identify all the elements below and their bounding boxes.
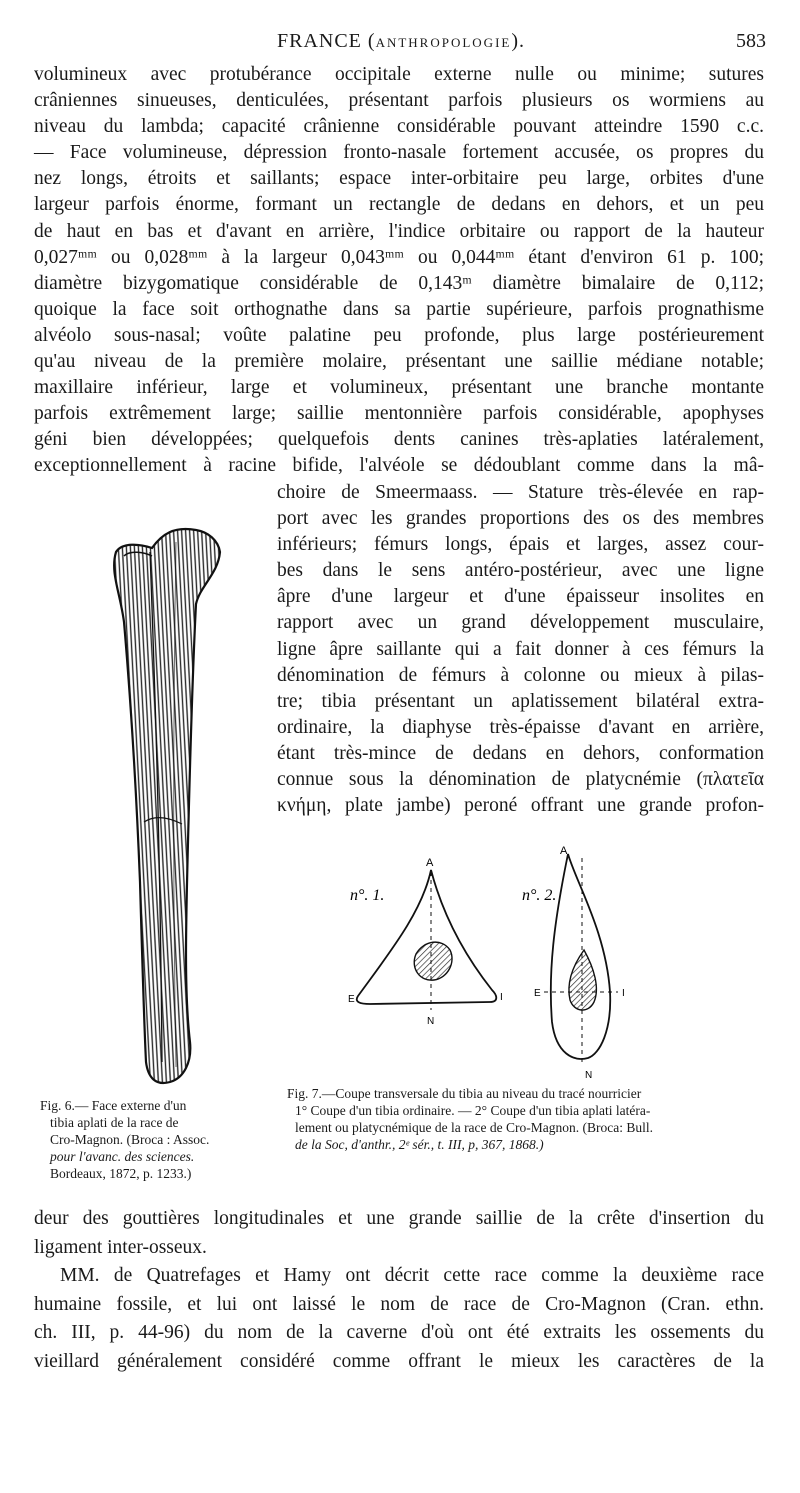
text-line: 0,027ᵐᵐ ou 0,028ᵐᵐ à la largeur 0,043ᵐᵐ ou 0,044ᵐᵐ étant d'environ 61 p. 100; [34, 246, 764, 268]
section-1-label: n°. 1. [350, 887, 385, 904]
point-n-label: N [585, 1070, 593, 1081]
caption-line: tibia aplati de la race de [50, 1115, 179, 1130]
text-line: κνήμη, plate jambe) peroné offrant une grande profon- [277, 795, 764, 817]
text-line: humaine fossile, et lui ont laissé le nom de race de Cro-Magnon (Cran. ethn. [34, 1293, 764, 1315]
caption-line: 1° Coupe d'un tibia ordinaire. — 2° Coupe d'un tibia aplati latéra- [295, 1103, 651, 1118]
text-line: port avec les grandes proportions des os des membres [277, 508, 764, 530]
caption-line: Cro-Magnon. (Broca : Assoc. [50, 1132, 210, 1147]
text-line: dénomination de fémurs à colonne ou mieux à pilas- [277, 664, 764, 686]
figure-7-caption [287, 1085, 767, 1153]
text-line: bes dans le sens antéro-postérieur, avec une ligne [277, 560, 764, 582]
text-line: crâniennes sinueuses, denticulées, présentant parfois plusieurs os wormiens au [34, 90, 764, 112]
point-e-label: E [534, 988, 541, 999]
text-line: géni bien développées; quelquefois dents canines très-aplaties latéralement, [34, 429, 764, 451]
caption-line: de la Soc, d'anthr., 2ᵉ sér., t. III, p, 367, 1868.) [295, 1137, 544, 1152]
text-line: volumineux avec protubérance occipitale externe nulle ou minime; sutures [34, 64, 764, 85]
text-line: âpre d'une largeur et d'une épaisseur insolites en [277, 586, 764, 608]
text-line: alvéolo sous-nasal; voûte palatine peu profonde, plus large postérieurement [34, 324, 764, 346]
text-line: tre; tibia présentant un aplatissement bilatéral extra- [277, 690, 764, 712]
text-line: nez longs, étroits et saillants; espace inter-orbitaire peu large, orbites d'une [34, 168, 764, 190]
text-line: deur des gouttières longitudinales et une grande saillie de la crête d'insertion du [34, 1208, 764, 1229]
text-line: parfois extrêmement large; saillie mentonnière parfois considérable, apophyses [34, 403, 764, 425]
page-number: 583 [736, 30, 766, 52]
cross-section-2 [522, 845, 625, 1081]
text-line: exceptionnellement à racine bifide, l'alvéole se dédoublant comme dans la mâ- [34, 455, 764, 477]
section-2-label: n°. 2. [522, 887, 557, 904]
caption-line: lement ou platycnémique de la race de Cro-Magnon. (Broca: Bull. [295, 1120, 654, 1135]
point-a-label: A [560, 845, 568, 857]
text-line: connue sous la dénomination de platycnémie (πλατεῖα [277, 769, 764, 791]
text-line: ligne âpre saillante qui a fait donner à ces fémurs la [277, 638, 764, 660]
point-e-label: E [348, 994, 355, 1005]
text-line: qu'au niveau de la première molaire, présentant une saillie médiane notable; [34, 351, 764, 373]
text-line: rapport avec un grand développement musculaire, [277, 612, 764, 634]
text-line: niveau du lambda; capacité crânienne considérable pouvant atteindre 1590 c.c. [34, 116, 764, 138]
text-line: ligament inter-osseux. [34, 1236, 207, 1258]
cross-section-1 [348, 857, 503, 1027]
text-line: largeur parfois énorme, formant un rectangle de dedans en dehors, et un peu [34, 194, 764, 216]
text-line: de haut en bas et d'avant en arrière, l'indice orbitaire ou rapport de la hauteur [34, 220, 764, 242]
text-line: choire de Smeermaass. — Stature très-élevée en rap- [277, 482, 764, 503]
text-line: diamètre bizygomatique considérable de 0,143ᵐ diamètre bimalaire de 0,112; [34, 272, 764, 294]
text-line: étant très-mince de dedans en dehors, conformation [277, 742, 764, 764]
point-n-label: N [427, 1016, 435, 1027]
body-text-bottom [34, 1205, 764, 1377]
cross-section-diagrams [330, 842, 650, 1082]
running-title: FRANCE (ANTHROPOLOGIE). [276, 30, 526, 52]
text-line: maxillaire inférieur, large et volumineux, présentant une branche montante [34, 377, 764, 399]
tibia-illustration [100, 522, 250, 1090]
text-line: vieillard généralement considéré comme offrant le mieux les caractères de la [34, 1350, 764, 1372]
caption-line: pour l'avanc. des sciences. [50, 1149, 195, 1164]
caption-line: Fig. 6.— Face externe d'un [40, 1098, 187, 1113]
text-line: ordinaire, la diaphyse très-épaisse d'avant en arrière, [277, 716, 764, 738]
point-i-label: I [622, 988, 625, 999]
text-line: MM. de Quatrefages et Hamy ont décrit cette race comme la deuxième race [60, 1265, 764, 1287]
point-i-label: I [500, 992, 503, 1003]
text-line: inférieurs; fémurs longs, épais et larges, assez cour- [277, 534, 764, 556]
text-line: quoique la face soit orthognathe dans sa partie supérieure, parfois prognathisme [34, 298, 764, 320]
figure-6-caption [40, 1097, 265, 1182]
body-text-top [34, 62, 764, 480]
caption-line: Fig. 7.—Coupe transversale du tibia au niveau du tracé nourricier [287, 1086, 642, 1101]
running-header [36, 30, 766, 58]
text-line: ch. III, p. 44-96) du nom de la caverne d'où ont été extraits les ossements du [34, 1322, 764, 1344]
body-text-wrapped [277, 480, 764, 819]
point-a-label: A [426, 857, 434, 869]
text-line: — Face volumineuse, dépression fronto-nasale fortement accusée, os propres du [34, 142, 764, 164]
caption-line: Bordeaux, 1872, p. 1233.) [50, 1166, 192, 1181]
